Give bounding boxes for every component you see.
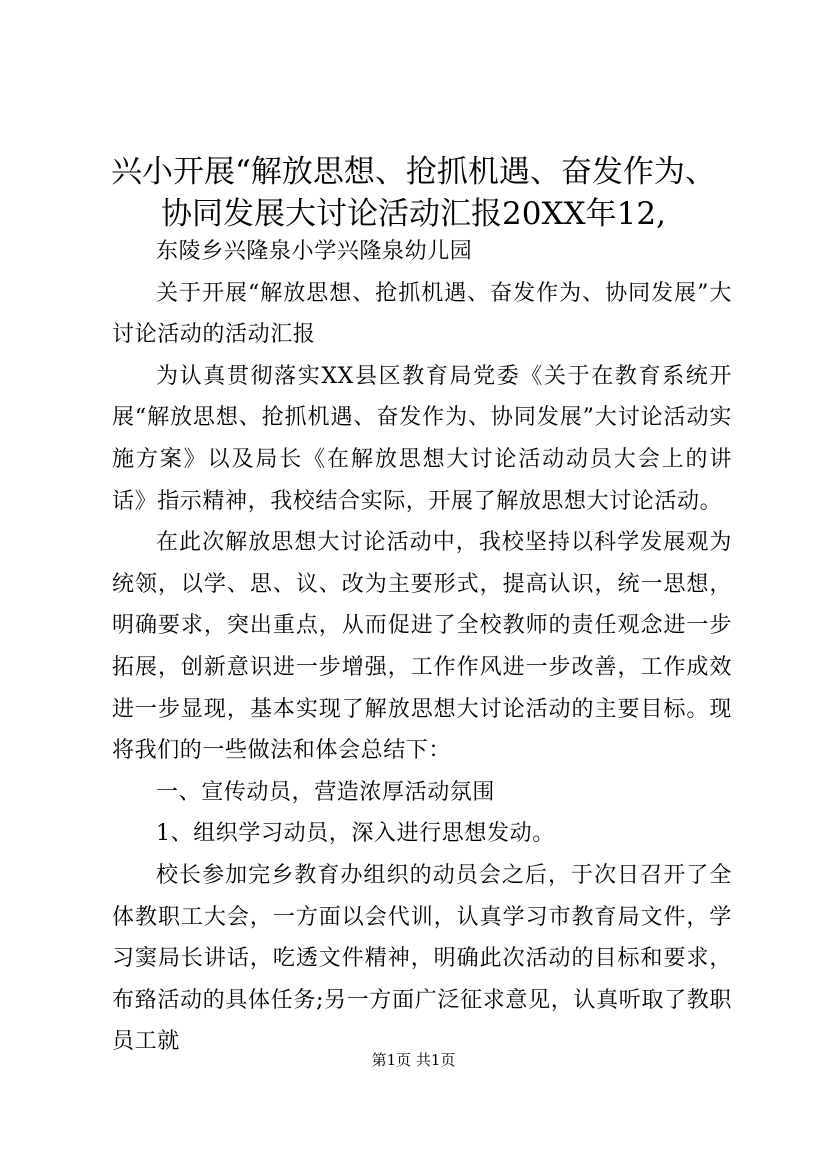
page-number-footer: 第1页 共1页 <box>371 1051 456 1069</box>
paragraph-report-heading: 关于开展“解放思想、抢抓机遇、奋发作为、协同发展”大讨论活动的活动汇报 <box>112 280 732 348</box>
document-title-line-2: 协同发展大讨论活动汇报20XX年12, <box>161 196 666 232</box>
paragraph-details: 校长参加完乡教育办组织的动员会之后，于次日召开了全体教职工大会，一方面以会代训，认真学习市教育局文件，学习窦局长讲话，吃透文件精神，明确此次活动的目标和要求，布臵活动的具体任务;另一方面广泛征求意见，认真听取了教职员工就 <box>112 862 732 1055</box>
section-heading-1: 一、宣传动员，营造浓厚活动氛围 <box>156 779 496 805</box>
paragraph-school-name: 东陵乡兴隆泉小学兴隆泉幼儿园 <box>156 239 473 264</box>
paragraph-summary: 在此次解放思想大讨论活动中，我校坚持以科学发展观为统领，以学、思、议、改为主要形式，提高认识，统一思想，明确要求，突出重点，从而促进了全校教师的责任观念进一步拓展，创新意识进一步增强，工作作风进一步改善，工作成效进一步显现，基本实现了解放思想大讨论活动的主要目标。现将我们的一些做法和体会总结下： <box>112 530 732 764</box>
document-body <box>112 231 732 1063</box>
paragraph-intro: 为认真贯彻落实XX县区教育局党委《关于在教育系统开展“解放思想、抢抓机遇、奋发作为、协同发展”大讨论活动实施方案》以及局长《在解放思想大讨论活动动员大会上的讲话》指示精神，我校结合实际，开展了解放思想大讨论活动。 <box>112 363 732 514</box>
document-title-line-1: 兴小开展“解放思想、抢抓机遇、奋发作为、 <box>111 154 716 190</box>
subsection-heading-1: 1、组织学习动员，深入进行思想发动。 <box>156 821 555 847</box>
